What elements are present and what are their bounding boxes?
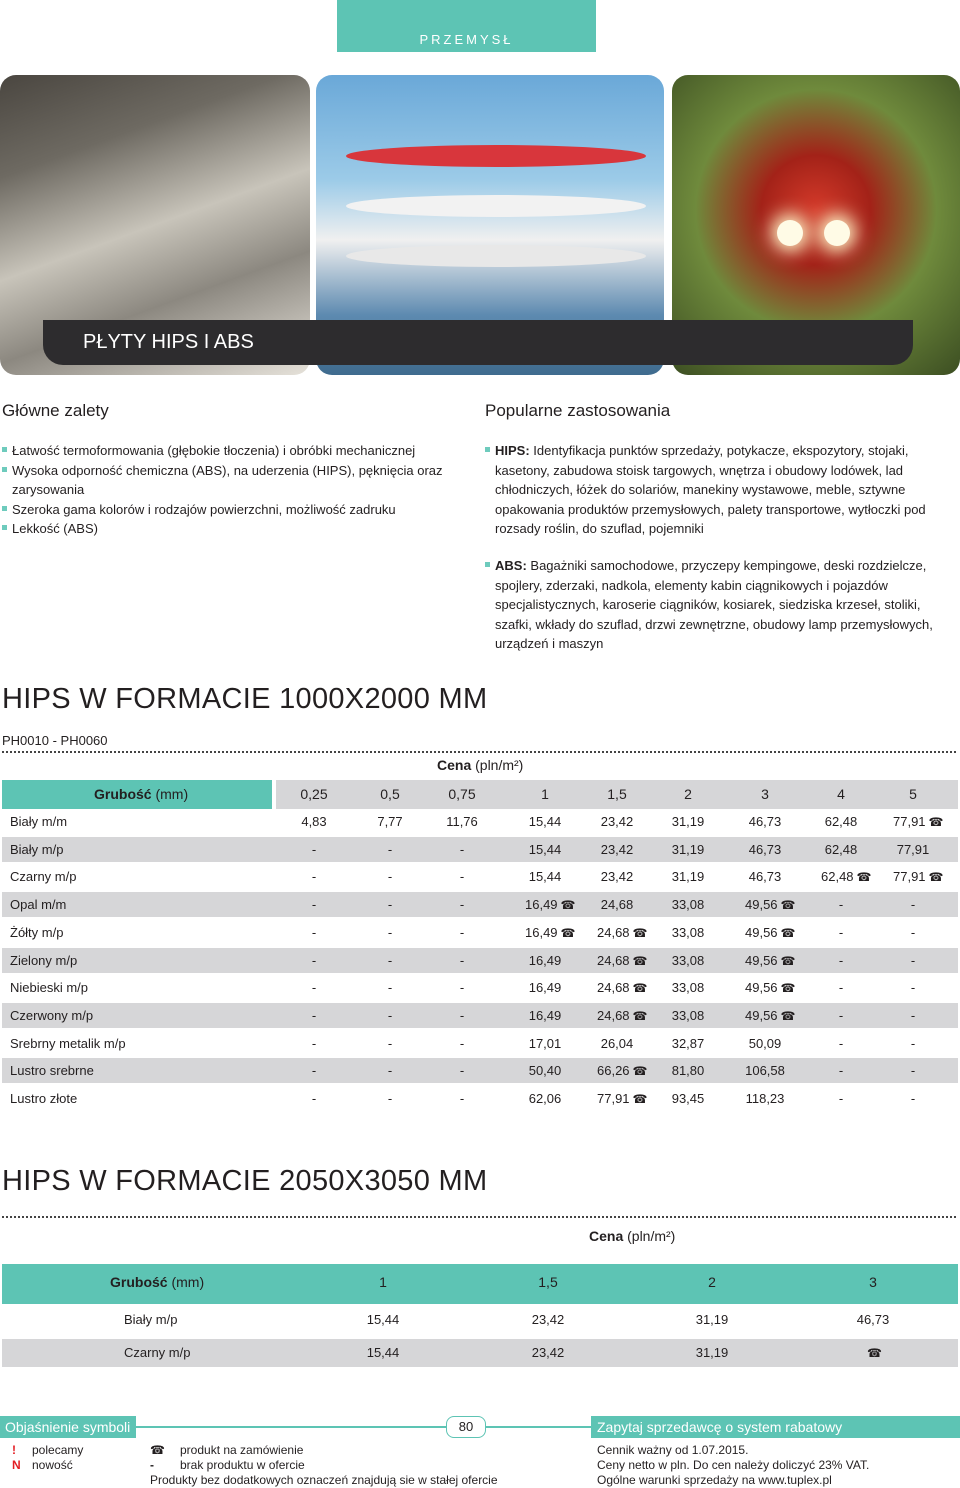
table-cell: - bbox=[459, 1007, 465, 1023]
price-valid: Cennik ważny od 1.07.2015. bbox=[597, 1443, 749, 1457]
table-cell: 24,68 ☎ bbox=[597, 924, 648, 940]
kayak-shape bbox=[346, 145, 646, 167]
phone-icon: ☎ bbox=[632, 1092, 648, 1106]
table-cell: 50,09 bbox=[748, 1035, 782, 1051]
table-cell: 62,48 bbox=[824, 841, 858, 857]
table2-header: Grubość (mm) bbox=[2, 1264, 958, 1304]
advantages-list bbox=[2, 441, 452, 539]
table-row bbox=[2, 1031, 958, 1056]
phone-icon: ☎ bbox=[632, 925, 648, 940]
section-tab: PRZEMYSŁ bbox=[337, 0, 596, 52]
table-cell: 33,08 bbox=[671, 1007, 705, 1023]
table-cell: 31,19 bbox=[671, 814, 705, 829]
row-label: Żółty m/p bbox=[10, 924, 64, 940]
table-cell: - bbox=[311, 1063, 317, 1079]
column-header: 1,5 bbox=[607, 786, 627, 802]
headlight-shape bbox=[777, 220, 803, 246]
column-header: 4 bbox=[837, 786, 845, 802]
table-cell: - bbox=[838, 897, 844, 913]
table-cell: - bbox=[311, 897, 317, 913]
phone-icon: ☎ bbox=[632, 1008, 648, 1023]
table-cell: - bbox=[311, 841, 317, 857]
table-cell: 16,49 ☎ bbox=[525, 897, 576, 913]
table-cell: - bbox=[838, 952, 844, 968]
table-cell: - bbox=[459, 841, 465, 857]
phone-icon: ☎ bbox=[632, 981, 648, 996]
table-cell: 4,83 bbox=[301, 814, 327, 829]
applications-hips bbox=[485, 441, 955, 539]
table2-title: HIPS W FORMACIE 2050X3050 MM bbox=[2, 1165, 488, 1197]
table-cell: - bbox=[387, 1035, 393, 1051]
table-cell bbox=[843, 1339, 903, 1367]
table-cell: - bbox=[387, 869, 393, 885]
dash-icon: - bbox=[150, 1458, 154, 1472]
advantages-heading: Główne zalety bbox=[2, 401, 109, 420]
row-label: Srebrny metalik m/p bbox=[10, 1035, 126, 1051]
table-cell: - bbox=[311, 980, 317, 996]
table-cell: - bbox=[311, 924, 317, 940]
table-cell: 118,23 bbox=[745, 1091, 785, 1106]
table-cell: 23,42 bbox=[600, 869, 634, 885]
stock-note: Produkty bez dodatkowych oznaczeń znajdują sie w stałej ofercie bbox=[150, 1473, 498, 1487]
table-cell: 15,44 bbox=[528, 869, 562, 885]
list-item: Łatwość termoformowania (głębokie tłoczenia) i obróbki mechanicznej bbox=[2, 441, 452, 461]
hips-text: Identyfikacja punktów sprzedaży, potykacze, ekspozytory, stojaki, kasetony, zabudowa stoisk targowych, wnętrza i obudowy lodówek, lad chłodniczych, łóżek do solariów, manekiny wystawowe, meble, sztywne opakowania produktów przemysłowych, palety transportowe, wytłoczki pod rozsady roślin, do szuflad, pojemniki bbox=[495, 443, 926, 536]
table-cell: 31,19 bbox=[695, 1312, 729, 1327]
terms: Ogólne warunki sprzedaży na www.tuplex.pl bbox=[597, 1473, 832, 1487]
table-cell: 16,49 bbox=[528, 980, 562, 996]
list-item: Szeroka gama kolorów i rodzajów powierzchni, możliwość zadruku bbox=[2, 500, 452, 520]
row-label: Opal m/m bbox=[10, 897, 67, 913]
table-row bbox=[2, 837, 958, 862]
table-cell: 23,42 bbox=[600, 814, 634, 829]
table-cell: - bbox=[838, 980, 844, 996]
table-cell: - bbox=[311, 869, 317, 885]
table-cell: 31,19 bbox=[671, 841, 705, 857]
new-icon: N bbox=[12, 1458, 21, 1472]
table-row bbox=[2, 1339, 958, 1367]
table-cell: - bbox=[459, 924, 465, 940]
table-cell: 16,49 bbox=[528, 1007, 562, 1023]
table-cell: - bbox=[838, 1007, 844, 1023]
phone-icon: ☎ bbox=[856, 870, 872, 885]
table-cell: 33,08 bbox=[671, 924, 705, 940]
table-cell: 17,01 bbox=[528, 1035, 562, 1051]
row-label: Niebieski m/p bbox=[10, 980, 89, 996]
table-cell: 77,91 ☎ bbox=[893, 814, 944, 829]
table-cell: 24,68 ☎ bbox=[597, 980, 648, 996]
column-header: 1,5 bbox=[538, 1274, 558, 1290]
table-cell: 24,68 bbox=[600, 897, 634, 913]
table-cell: - bbox=[387, 1007, 393, 1023]
table-cell: 16,49 bbox=[528, 952, 562, 968]
board-shape bbox=[346, 195, 646, 217]
table-cell: 7,77 bbox=[377, 814, 403, 829]
table-cell: - bbox=[387, 952, 393, 968]
table1-column-header bbox=[276, 780, 958, 809]
table-cell: 49,56 ☎ bbox=[745, 897, 796, 913]
product-banner: PŁYTY HIPS I ABS bbox=[43, 320, 913, 365]
table-cell: 11,76 bbox=[446, 814, 478, 829]
list-item bbox=[485, 556, 955, 654]
page-number: 80 bbox=[446, 1416, 486, 1438]
table-cell: 23,42 bbox=[600, 841, 634, 857]
divider bbox=[2, 1216, 958, 1218]
table-cell: 62,06 bbox=[528, 1091, 562, 1106]
column-header: 5 bbox=[909, 786, 917, 802]
phone-icon: ☎ bbox=[780, 953, 796, 968]
row-label: Biały m/m bbox=[10, 814, 68, 829]
net-prices: Ceny netto w pln. Do cen należy doliczyć 23% VAT. bbox=[597, 1458, 870, 1472]
table-cell: - bbox=[459, 980, 465, 996]
column-header: 0,5 bbox=[380, 786, 400, 802]
table-cell: - bbox=[910, 1063, 916, 1079]
table-row bbox=[2, 975, 958, 1000]
table-row bbox=[2, 948, 958, 973]
row-label: Lustro srebrne bbox=[10, 1063, 94, 1079]
row-label: Biały m/p bbox=[10, 841, 64, 857]
table-cell: - bbox=[311, 1091, 317, 1106]
column-header: 0,75 bbox=[448, 786, 476, 802]
table-cell: 106,58 bbox=[745, 1063, 785, 1079]
list-item: Lekkość (ABS) bbox=[2, 519, 452, 539]
table-cell: 23,42 bbox=[531, 1345, 565, 1360]
table-row bbox=[2, 1086, 958, 1111]
table-cell: 24,68 ☎ bbox=[597, 1007, 648, 1023]
table-row bbox=[2, 892, 958, 917]
phone-icon: ☎ bbox=[780, 1008, 796, 1023]
table-cell: 49,56 ☎ bbox=[745, 980, 796, 996]
table-row bbox=[2, 1003, 958, 1028]
table-row bbox=[2, 809, 958, 834]
table-cell: - bbox=[910, 952, 916, 968]
table-cell: 93,45 bbox=[671, 1091, 705, 1106]
column-header: 1 bbox=[379, 1274, 387, 1290]
abs-label: ABS: bbox=[495, 558, 527, 573]
table-cell: 81,80 bbox=[671, 1063, 705, 1079]
column-header: 1 bbox=[541, 786, 549, 802]
table-row bbox=[2, 1058, 958, 1083]
table-cell: - bbox=[459, 897, 465, 913]
table-cell: 23,42 bbox=[531, 1312, 565, 1327]
table-cell: 33,08 bbox=[671, 952, 705, 968]
phone-icon: ☎ bbox=[560, 925, 576, 940]
table-cell: - bbox=[838, 1035, 844, 1051]
price-label: Cena (pln/m²) bbox=[437, 757, 524, 773]
table-cell: - bbox=[387, 897, 393, 913]
legend-middle: ☎ produkt na zamówienie - brak produktu w ofercie Produkty bez dodatkowych oznaczeń znajdują sie w stałej ofercie bbox=[150, 1443, 498, 1487]
row-label: Czarny m/p bbox=[10, 869, 77, 885]
table-cell: 62,48 bbox=[824, 814, 858, 829]
table-cell: 33,08 bbox=[671, 897, 705, 913]
list-item bbox=[485, 441, 955, 539]
table-cell: 49,56 ☎ bbox=[745, 924, 796, 940]
row-label: Zielony m/p bbox=[10, 952, 78, 968]
table-cell: 46,73 bbox=[748, 814, 782, 829]
table-cell: 24,68 ☎ bbox=[597, 952, 648, 968]
hips-label: HIPS: bbox=[495, 443, 530, 458]
table-cell: - bbox=[910, 1091, 916, 1106]
symbols-heading: Objaśnienie symboli bbox=[0, 1416, 136, 1438]
price-label: Cena (pln/m²) bbox=[589, 1228, 676, 1244]
table-cell: 50,40 bbox=[528, 1063, 562, 1079]
table-row bbox=[2, 920, 958, 945]
product-code: PH0010 - PH0060 bbox=[2, 733, 108, 748]
phone-icon: ☎ bbox=[780, 981, 796, 996]
table-cell: - bbox=[910, 924, 916, 940]
table-cell: 15,44 bbox=[366, 1312, 400, 1327]
table-cell: - bbox=[459, 1035, 465, 1051]
table-cell: - bbox=[387, 841, 393, 857]
table-cell: - bbox=[838, 1091, 844, 1106]
legend-left: ! polecamy N nowość bbox=[12, 1443, 84, 1472]
table-cell: - bbox=[311, 1035, 317, 1051]
table-cell: - bbox=[387, 980, 393, 996]
applications-heading: Popularne zastosowania bbox=[485, 401, 671, 420]
row-label: Czerwony m/p bbox=[10, 1007, 94, 1023]
divider bbox=[136, 1426, 446, 1428]
rebate-heading: Zapytaj sprzedawcę o system rabatowy bbox=[591, 1416, 960, 1438]
table-cell: - bbox=[311, 952, 317, 968]
table-cell: 46,73 bbox=[748, 841, 782, 857]
table-cell: 33,08 bbox=[671, 980, 705, 996]
table-cell: 15,44 bbox=[366, 1345, 400, 1360]
phone-icon: ☎ bbox=[632, 953, 648, 968]
list-item: Wysoka odporność chemiczna (ABS), na uderzenia (HIPS), pęknięcia oraz zarysowania bbox=[2, 461, 452, 500]
phone-icon: ☎ bbox=[780, 925, 796, 940]
table-cell: 46,73 bbox=[748, 869, 782, 885]
phone-icon: ☎ bbox=[560, 898, 576, 913]
table-row bbox=[2, 864, 958, 889]
table-cell: - bbox=[311, 1007, 317, 1023]
table-cell: - bbox=[838, 924, 844, 940]
table-cell: - bbox=[459, 1063, 465, 1079]
recommended-icon: ! bbox=[12, 1443, 16, 1457]
legend-right bbox=[597, 1443, 869, 1488]
phone-icon: ☎ bbox=[928, 870, 944, 885]
row-label: Czarny m/p bbox=[124, 1345, 191, 1360]
table-cell: - bbox=[387, 924, 393, 940]
abs-text: Bagażniki samochodowe, przyczepy kempingowe, deski rozdzielcze, spojlery, zderzaki, nadkola, elementy kabin ciągnikowych i pojazdów specjalistycznych, karoserie ciągników, kosiarek, siedziska krzeseł, stoliki, szafki, wkłady do szuflad, drzwi zewnętrzne, obudowy lamp przemysłowych, urządzeń i maszyn bbox=[495, 558, 933, 651]
table-cell: - bbox=[459, 869, 465, 885]
headlight-shape bbox=[824, 220, 850, 246]
table-cell: 15,44 bbox=[528, 841, 562, 857]
table-cell: - bbox=[910, 1007, 916, 1023]
table-row bbox=[2, 1306, 958, 1334]
column-header: 3 bbox=[761, 786, 769, 802]
table-cell: - bbox=[910, 980, 916, 996]
table1-thickness-header: Grubość (mm) bbox=[2, 780, 272, 809]
table-cell: - bbox=[910, 897, 916, 913]
table-cell: 49,56 ☎ bbox=[745, 952, 796, 968]
table-cell: 77,91 ☎ bbox=[597, 1091, 648, 1106]
table-cell: 77,91 ☎ bbox=[893, 869, 944, 885]
table-cell: 31,19 bbox=[695, 1345, 729, 1360]
phone-icon: ☎ bbox=[928, 815, 944, 829]
table-cell: 15,44 bbox=[528, 814, 562, 829]
table-cell: 46,73 bbox=[856, 1312, 890, 1327]
divider bbox=[2, 751, 958, 753]
phone-icon: ☎ bbox=[150, 1443, 165, 1457]
board-shape bbox=[346, 245, 646, 267]
table-cell: - bbox=[387, 1091, 393, 1106]
table-cell: - bbox=[459, 1091, 465, 1106]
row-label: Lustro złote bbox=[10, 1091, 78, 1106]
table-cell: 77,91 bbox=[896, 841, 930, 857]
table-cell: 49,56 ☎ bbox=[745, 1007, 796, 1023]
row-label: Biały m/p bbox=[124, 1312, 178, 1327]
table-cell: 66,26 ☎ bbox=[597, 1063, 648, 1079]
divider bbox=[486, 1426, 592, 1428]
table-cell: 31,19 bbox=[671, 869, 705, 885]
table-cell: - bbox=[910, 1035, 916, 1051]
table-cell: - bbox=[459, 952, 465, 968]
table1-title: HIPS W FORMACIE 1000X2000 MM bbox=[2, 683, 488, 715]
table-cell: 26,04 bbox=[600, 1035, 634, 1051]
column-header: 0,25 bbox=[300, 786, 328, 802]
table-cell: 32,87 bbox=[671, 1035, 705, 1051]
phone-icon: ☎ bbox=[780, 898, 796, 913]
column-header: 2 bbox=[708, 1274, 716, 1290]
applications-abs bbox=[485, 556, 955, 654]
phone-icon: ☎ bbox=[632, 1064, 648, 1079]
column-header: 3 bbox=[869, 1274, 877, 1290]
phone-icon: ☎ bbox=[867, 1346, 882, 1360]
column-header: 2 bbox=[684, 786, 692, 802]
table-cell: - bbox=[838, 1063, 844, 1079]
table-cell: 62,48 ☎ bbox=[821, 869, 872, 885]
table-cell: 16,49 ☎ bbox=[525, 924, 576, 940]
table-cell: - bbox=[387, 1063, 393, 1079]
